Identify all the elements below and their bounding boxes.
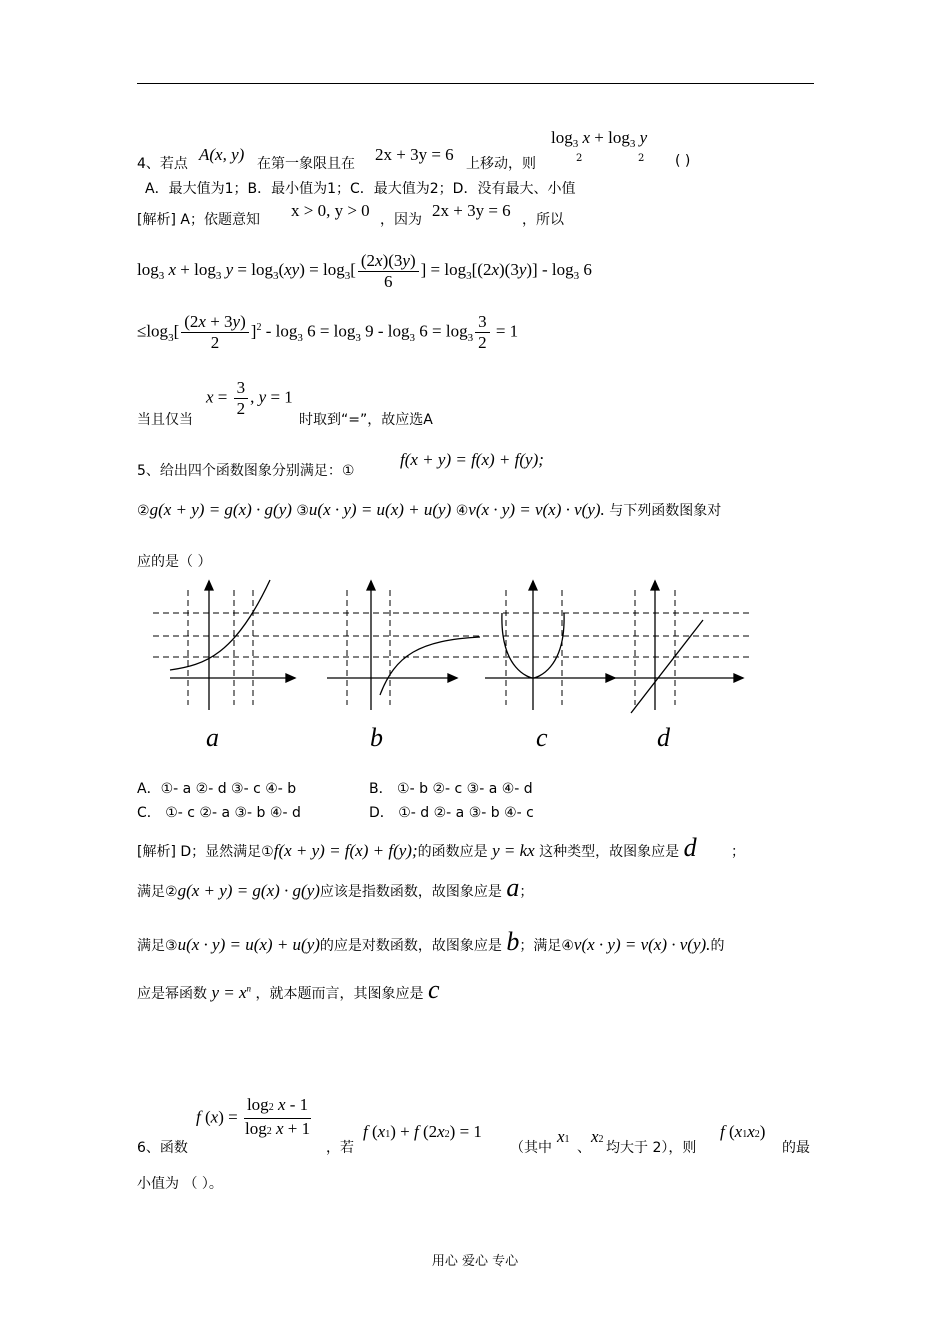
q5-graphs-figure bbox=[145, 575, 755, 715]
q5-analysis-1: [解析] D；显然满足①f(x + y) = f(x) + f(y);的函数应是 y = kx 这种类型，故图象应是 d ； bbox=[137, 833, 746, 862]
q5-stem-2: 应的是（ ） bbox=[137, 554, 212, 570]
q4-expr: $\log_3 x + \log_3 y$ bbox=[551, 128, 648, 150]
graph-label-b: b bbox=[370, 723, 383, 752]
page-footer: 用心 爱心 专心 bbox=[431, 1254, 519, 1269]
q6-x2: x2 bbox=[591, 1127, 604, 1146]
q4-derivation-2: $\le\log_3$[ $\frac{(2x + 3y)}{2}$ ]$^2 - \log_3 6 = \log_3 9 - \log_3 6 = \log_3$ $\frac{3}{2}$ = 1 bbox=[137, 312, 519, 353]
q6-stem-e: 均大于 2），则 bbox=[606, 1140, 697, 1156]
q6-stem-b: ，若 bbox=[326, 1140, 354, 1156]
q4-when-b: 时取到“=”，故应选A bbox=[299, 412, 433, 428]
q4-line-eq: 2x + 3y = 6 bbox=[375, 145, 454, 164]
q5-option-c: C． ①- c ②- a ③- b ④- d bbox=[137, 805, 301, 821]
q5-cond-2: g(x + y) = g(x) · g(y) bbox=[149, 500, 292, 519]
q4-options: A．最大值为1；B．最小值为1；C．最大值为2；D．没有最大、小值 bbox=[145, 181, 576, 197]
graph-label-c: c bbox=[536, 723, 548, 752]
q6-stem-f: 的最 bbox=[782, 1140, 810, 1156]
q6-stem: 6、函数 bbox=[137, 1140, 188, 1156]
q5-option-b: B． ①- b ②- c ③- a ④- d bbox=[369, 781, 533, 797]
q4-when: 当且仅当 bbox=[137, 412, 193, 428]
q4-stem-c: 上移动，则 bbox=[466, 156, 536, 172]
q5-cond-4: v(x · y) = v(x) · v(y). bbox=[468, 500, 605, 519]
q5-option-a: A．①- a ②- d ③- c ④- b bbox=[137, 781, 297, 797]
q4-base-denom-2: 2 bbox=[638, 153, 645, 164]
power-function: $y = x^n$ bbox=[211, 983, 252, 1002]
q6-product: f (x1x2) bbox=[720, 1122, 766, 1141]
q4-equality-condition: x = $\frac{3}{2}$ , y = 1 bbox=[206, 378, 293, 418]
q5-cond-1: f(x + y) = f(x) + f(y); bbox=[400, 450, 544, 469]
q5-cond-3: u(x · y) = u(x) + u(y) bbox=[308, 500, 452, 519]
q5-analysis-4: 应是幂函数 $y = x^n$ ，就本题而言，其图象应是 c bbox=[137, 975, 440, 1004]
q4-analysis: [解析] A；依题意知 bbox=[137, 212, 260, 228]
q4-point: A(x, y) bbox=[199, 145, 245, 164]
q6-function: f (x) = $\frac{\log 2 x - 1}{\log 2 x + 1}$ bbox=[196, 1095, 311, 1138]
q4-analysis-b: ，因为 bbox=[380, 212, 422, 228]
q4-stem-b: 在第一象限且在 bbox=[257, 156, 355, 172]
q4-line-eq-2: 2x + 3y = 6 bbox=[432, 201, 511, 220]
graph-label-a: a bbox=[206, 723, 219, 752]
q6-stem-c: （其中 bbox=[510, 1140, 552, 1156]
q4-derivation-1: $\log_3 x + \log_3 y = \log_3(xy) = \log_3$[ $\frac{(2x)(3y)}{6}$ ] = $\log_3[(2x)(3y)] - \log_3 6$ bbox=[137, 250, 592, 291]
q5-option-d: D． ①- d ②- a ③- b ④- c bbox=[369, 805, 534, 821]
header-rule bbox=[137, 83, 814, 84]
q5-analysis-3: 满足③u(x · y) = u(x) + u(y)的应是对数函数，故图象应是 b；满足④v(x · y) = v(x) · v(y).的 bbox=[137, 927, 725, 956]
q5-analysis-2: 满足②g(x + y) = g(x) · g(y)应该是指数函数，故图象应是 a； bbox=[137, 873, 534, 902]
q5-stem-end: 与下列函数图象对 bbox=[609, 503, 722, 519]
q6-x1: x1 bbox=[557, 1127, 570, 1146]
q4-stem: 4、若点 bbox=[137, 156, 188, 172]
q6-eq: f (x1) + f (2x2) = 1 bbox=[363, 1122, 482, 1141]
q5-conditions: ②g(x + y) = g(x) · g(y) ③u(x · y) = u(x) + u(y) ④v(x · y) = v(x) · v(y). 与下列函数图象对 bbox=[137, 500, 722, 519]
q4-cond: x > 0, y > 0 bbox=[291, 201, 370, 220]
q4-analysis-c: ，所以 bbox=[522, 212, 564, 228]
q6-stem-d: 、 bbox=[577, 1140, 591, 1156]
q5-stem: 5、给出四个函数图象分别满足：① bbox=[137, 463, 355, 479]
q4-base-denom-1: 2 bbox=[576, 153, 583, 164]
q4-blank: ( ) bbox=[675, 153, 691, 169]
q6-stem-line2: 小值为 （ ）。 bbox=[137, 1176, 223, 1192]
graph-label-d: d bbox=[657, 723, 670, 752]
